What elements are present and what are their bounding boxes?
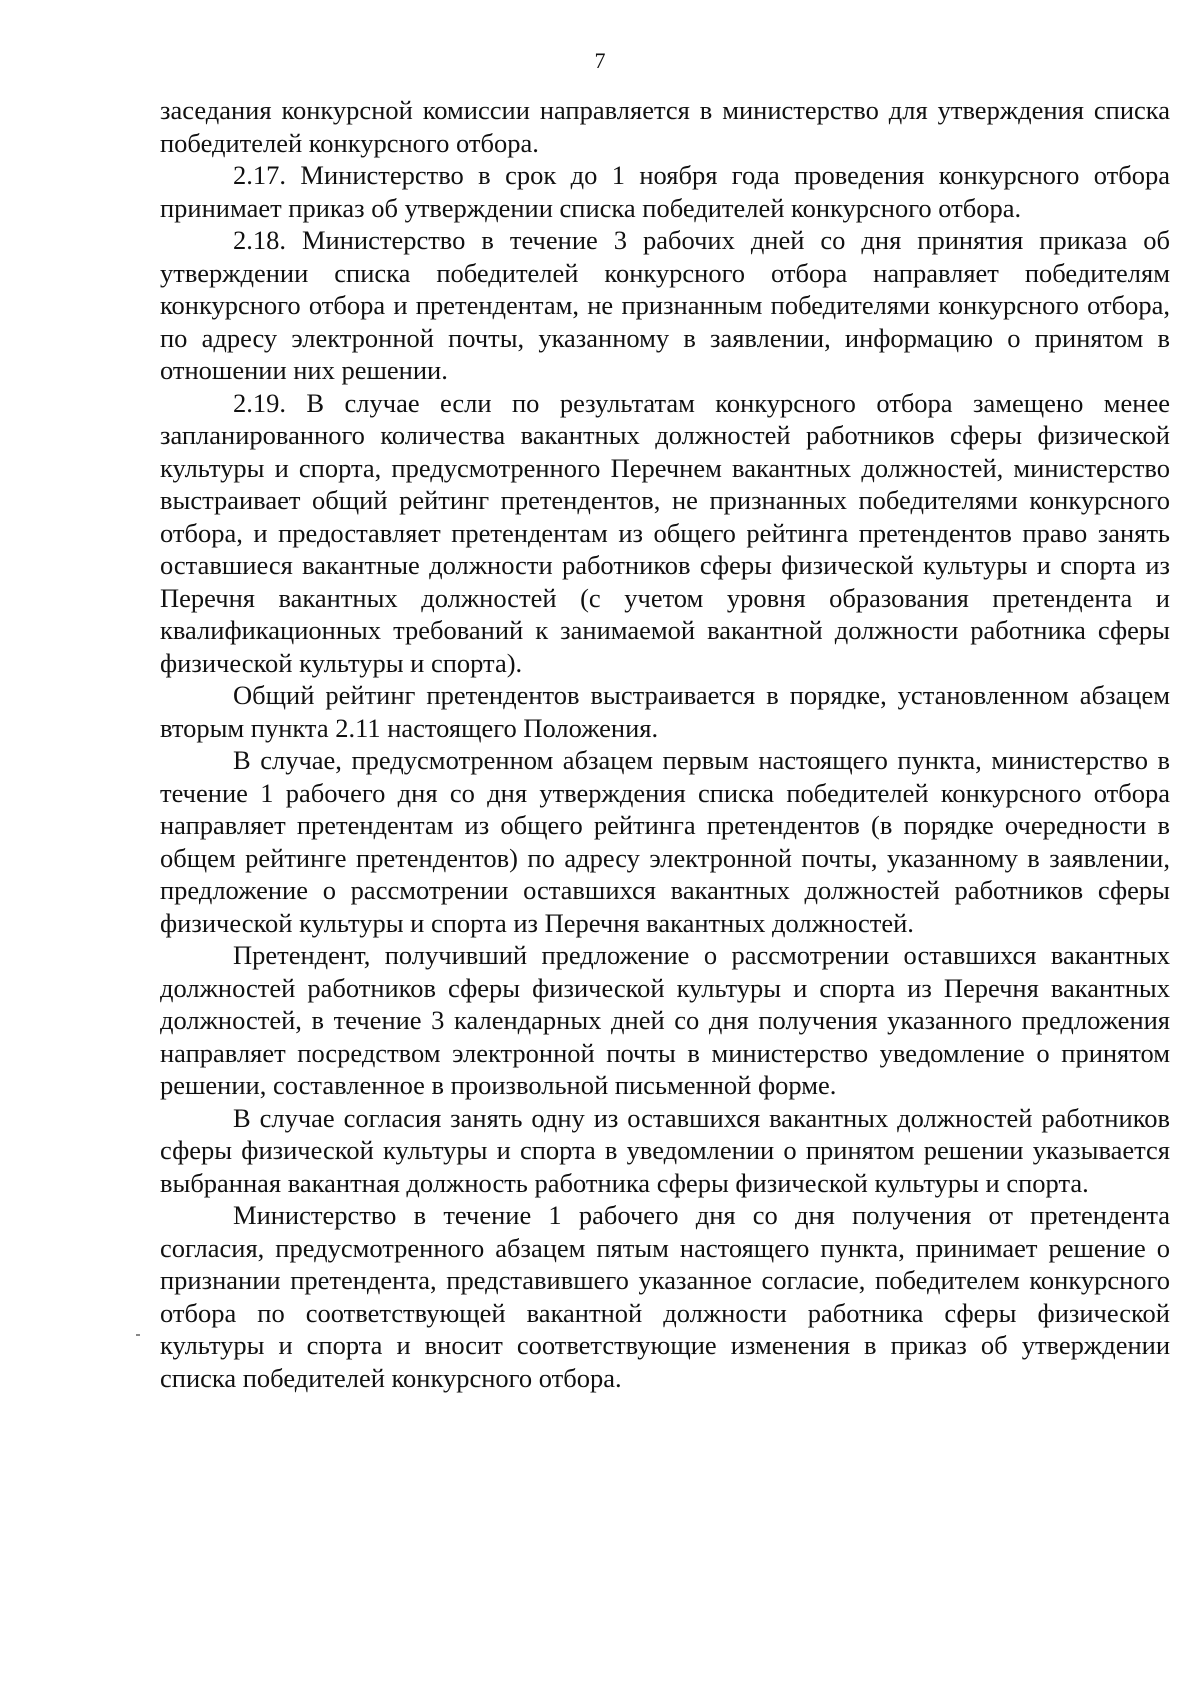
paragraph-2-19-rating: Общий рейтинг претендентов выстраивается в порядке, установленном абзацем вторым пункта 2.11 настоящего Положения. <box>160 680 1170 743</box>
page-number: 7 <box>594 48 606 73</box>
paragraph-2-19-offer: В случае, предусмотренном абзацем первым настоящего пункта, министерство в течение 1 рабочего дня со дня утверждения списка победителей конкурсного отбора направляет претендентам из общего рейтинга претендентов (в порядке очередности в общем рейтинге претендентов) по адресу электронной почты, указанному в заявлении, предложение о рассмотрении оставшихся вакантных должностей работников сферы физической культуры и спорта из Перечня вакантных должностей. <box>160 745 1170 938</box>
paragraph-2-17: 2.17. Министерство в срок до 1 ноября года проведения конкурсного отбора принимает приказ об утверждении списка победителей конкурсного отбора. <box>160 160 1170 223</box>
document-body <box>160 94 1170 1394</box>
paragraph-continuation: заседания конкурсной комиссии направляется в министерство для утверждения списка победителей конкурсного отбора. <box>160 95 1170 158</box>
scan-artifact-mark <box>136 1334 140 1336</box>
paragraph-2-19: 2.19. В случае если по результатам конкурсного отбора замещено менее запланированного количества вакантных должностей работников сферы физической культуры и спорта, предусмотренного Перечнем вакантных должностей, министерство выстраивает общий рейтинг претендентов, не признанных победителями конкурсного отбора, и предоставляет претендентам из общего рейтинга претендентов право занять оставшиеся вакантные должности работников сферы физической культуры и спорта из Перечня вакантных должностей (с учетом уровня образования претендента и квалификационных требований к занимаемой вакантной должности работника сферы физической культуры и спорта). <box>160 387 1170 678</box>
paragraph-2-19-response: Претендент, получивший предложение о рассмотрении оставшихся вакантных должностей работников сферы физической культуры и спорта из Перечня вакантных должностей, в течение 3 календарных дней со дня получения указанного предложения направляет посредством электронной почты в министерство уведомление о принятом решении, составленное в произвольной письменной форме. <box>160 940 1170 1100</box>
paragraph-2-19-decision: Министерство в течение 1 рабочего дня со дня получения от претендента согласия, предусмотренного абзацем пятым настоящего пункта, принимает решение о признании претендента, представившего указанное согласие, победителем конкурсного отбора по соответствующей вакантной должности работника сферы физической культуры и спорта и вносит соответствующие изменения в приказ об утверждении списка победителей конкурсного отбора. <box>160 1200 1170 1393</box>
paragraph-2-19-consent: В случае согласия занять одну из оставшихся вакантных должностей работников сферы физической культуры и спорта в уведомлении о принятом решении указывается выбранная вакантная должность работника сферы физической культуры и спорта. <box>160 1102 1170 1198</box>
paragraph-2-18: 2.18. Министерство в течение 3 рабочих дней со дня принятия приказа об утверждении списка победителей конкурсного отбора направляет победителям конкурсного отбора и претендентам, не признанным победителями конкурсного отбора, по адресу электронной почты, указанному в заявлении, информацию о принятом в отношении них решении. <box>160 225 1170 385</box>
